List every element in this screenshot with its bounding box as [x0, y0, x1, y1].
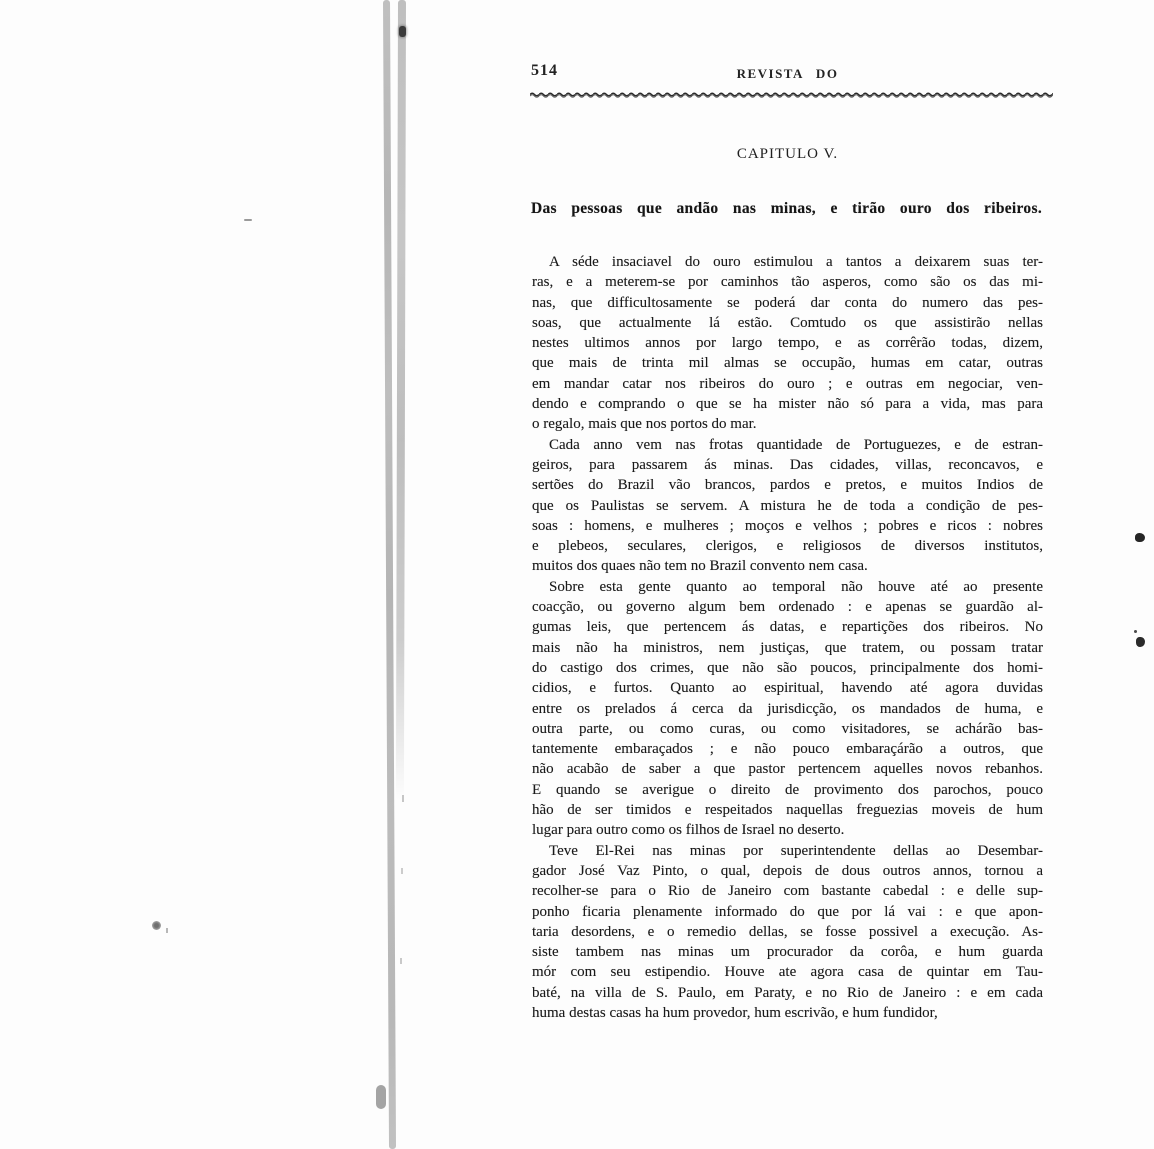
text-line: o regalo, mais que nos portos do mar.: [532, 416, 757, 433]
fold-ink-blob-top: [399, 26, 406, 37]
text-line: E quando se averigue o direito de provimento dos parochos, pouco: [532, 781, 1043, 798]
section-heading: Das pessoas que andão nas minas, e tirão ouro dos ribeiros.: [531, 200, 1042, 217]
book-fold-line-left: [383, 0, 396, 1149]
text-line: gumas leis, que pertencem ás datas, e repartições dos ribeiros. No: [532, 619, 1043, 636]
text-line: hão de ser timidos e respeitados naquellas freguezias moveis de hum: [532, 802, 1043, 819]
text-line: Sobre esta gente quanto ao temporal não houve até ao presente: [549, 578, 1043, 595]
text-line: nestes ultimos annos por largo tempo, e as corrêrão todas, dizem,: [532, 335, 1043, 352]
wavy-rule-svg: [530, 91, 1053, 99]
text-line: ponho ficaria plenamente informado do que por lá vai : e que apon-: [532, 903, 1043, 920]
paragraph: [532, 841, 1043, 1024]
text-line: ras, e a meterem-se por caminhos tão asperos, como são os das mi-: [532, 274, 1043, 291]
text-line: soas : homens, e mulheres ; moços e velhos ; pobres e ricos : nobres: [532, 517, 1043, 534]
text-line: recolher-se para o Rio de Janeiro com bastante cabedal : e delle sup-: [532, 883, 1043, 900]
text-line: Teve El-Rei nas minas por superintendente dellas ao Desembar-: [549, 842, 1043, 859]
text-line: outra parte, ou como curas, ou como visitadores, se achárão bas-: [532, 720, 1043, 737]
ink-speck-left-tick: [166, 928, 168, 933]
text-line: não acabão de saber a que pastor pertencem aquelles novos rebanhos.: [532, 761, 1043, 778]
text-line: nas, que difficultosamente se poderá dar conta do numero das pes-: [532, 294, 1043, 311]
ink-speck-right-margin-lower: [1136, 637, 1145, 647]
text-line: que mais de trinta mil almas se occupão, humas em catar, outras: [532, 355, 1043, 372]
text-line: mais não ha ministros, nem justiças, que tratem, ou possam tratar: [532, 639, 1043, 656]
ink-speck-right-dot: [1134, 630, 1137, 633]
text-line: tantemente embaraçados ; e não pouco embaraçárão a outros, que: [532, 741, 1043, 758]
text-line: Cada anno vem nas frotas quantidade de Portuguezes, e de estran-: [549, 436, 1043, 453]
paragraph: [532, 577, 1043, 841]
text-line: taria desordens, e o remedio dellas, se fosse possivel a execução. As-: [532, 923, 1043, 940]
text-line: gador José Vaz Pinto, o qual, depois de dous outros annos, tornou a: [532, 862, 1043, 879]
chapter-heading: CAPITULO V.: [736, 146, 839, 162]
text-line: muitos dos quaes não tem no Brazil convento nem casa.: [532, 558, 868, 575]
text-line: siste tambem nas minas um procurador da corôa, e hum guarda: [532, 944, 1043, 961]
text-line: do castigo dos crimes, que não são poucos, principalmente dos homi-: [532, 659, 1043, 676]
page-number: 514: [531, 62, 558, 79]
paragraph: [532, 252, 1043, 435]
fold-ink-blob-bottom: [376, 1085, 386, 1109]
text-line: soas, que actualmente lá estão. Comtudo os que assistirão nellas: [532, 314, 1043, 331]
text-line: huma destas casas ha hum provedor, hum escrivão, e hum fundidor,: [532, 1004, 938, 1021]
paragraph: [532, 435, 1043, 577]
text-line: coacção, ou governo algum bem ordenado : e apenas se guardão al-: [532, 599, 1043, 616]
fold-speck-1: [402, 795, 404, 802]
text-line: que os Paulistas se servem. A mistura he de toda a condição de pes-: [532, 497, 1043, 514]
text-line: geiros, para passarem ás minas. Das cidades, villas, reconcavos, e: [532, 456, 1043, 473]
text-line: e plebeos, seculares, clerigos, e religiosos de diversos institutos,: [532, 538, 1043, 555]
book-fold-line-right: [396, 0, 406, 800]
text-line: mór com seu estipendio. Houve ate agora casa de quintar em Tau-: [532, 964, 1043, 981]
fold-speck-2: [401, 868, 403, 874]
text-line: dendo e comprando o que se ha mister não só para a vida, mas para: [532, 396, 1043, 413]
text-line: em mandar catar nos ribeiros do ouro ; e outras em negociar, ven-: [532, 375, 1043, 392]
text-line: entre os prelados á cerca da jurisdicção, os mandados de huma, e: [532, 700, 1043, 717]
text-line: baté, na villa de S. Paulo, em Paraty, e no Rio de Janeiro : e em cada: [532, 984, 1043, 1001]
ink-speck-dash: [244, 219, 252, 221]
text-line: A séde insaciavel do ouro estimulou a tantos a deixarem suas ter-: [549, 254, 1043, 270]
running-head: REVISTA DO: [736, 66, 839, 81]
body-text: [532, 252, 1043, 1023]
ink-speck-right-margin-upper: [1135, 533, 1145, 542]
ink-speck-left-margin: [152, 921, 161, 930]
text-line: sertões do Brazil vão brancos, pardos e pretos, e muitos Indios de: [532, 477, 1043, 494]
text-line: lugar para outro como os filhos de Israel no deserto.: [532, 822, 845, 839]
text-line: cidios, e furtos. Quanto ao espiritual, havendo até agora duvidas: [532, 680, 1043, 697]
header-wavy-rule: [530, 86, 1053, 94]
fold-speck-3: [400, 958, 402, 964]
